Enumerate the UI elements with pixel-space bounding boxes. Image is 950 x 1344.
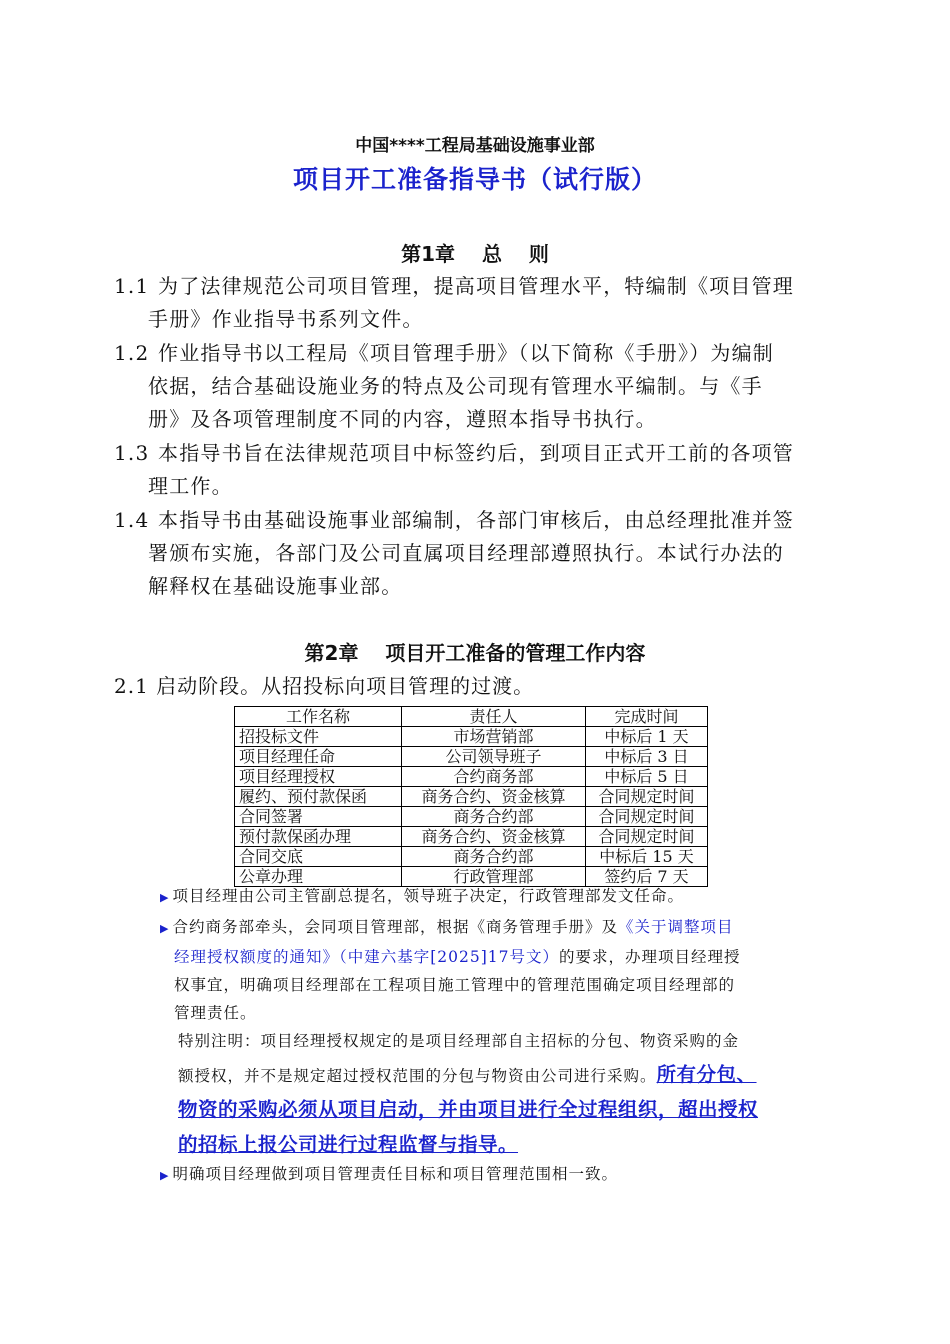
table-cell: 中标后 15 天 (586, 847, 708, 867)
table-cell: 商务合约部 (402, 807, 586, 827)
bullet-text: 项目经理由公司主管副总提名，领导班子决定，行政管理部发文任命。 (172, 887, 684, 905)
emphasized-text: 的招标上报公司进行过程监督与指导。 (178, 1133, 519, 1156)
table-cell: 合同规定时间 (586, 827, 708, 847)
clause-1-2 (114, 337, 844, 436)
column-header: 工作名称 (235, 707, 402, 727)
table-cell: 中标后 1 天 (586, 727, 708, 747)
table-row (235, 827, 708, 847)
clause-text: 理工作。 (148, 474, 233, 498)
table-cell: 招投标文件 (235, 727, 402, 747)
chapter2-heading: 第2章 项目开工准备的管理工作内容 (304, 641, 646, 665)
clause-text: 署颁布实施，各部门及公司直属项目经理部遵照执行。本试行办法的 (148, 541, 784, 565)
organization-name: 中国****工程局基础设施事业部 (355, 136, 595, 156)
phase-2-1: 2.1 启动阶段。从招投标向项目管理的过渡。 (114, 674, 535, 698)
bullet-text: 权事宜，明确项目经理部在工程项目施工管理中的管理范围确定项目经理部的 (174, 976, 736, 994)
clause-text: 解释权在基础设施事业部。 (148, 574, 403, 598)
arrow-bullet-icon: ▶ (160, 891, 170, 904)
clause-text: 手册》作业指导书系列文件。 (148, 307, 424, 331)
clause-number: 1.3 (114, 441, 150, 465)
clause-text: 本指导书旨在法律规范项目中标签约后，到项目正式开工前的各项管 (158, 441, 794, 465)
clause-text: 作业指导书以工程局《项目管理手册》（以下简称《手册》）为编制 (158, 341, 774, 365)
work-plan-table (234, 706, 708, 887)
clause-1-1 (114, 270, 844, 336)
bullet-item (160, 1160, 850, 1190)
bullet-item (160, 913, 850, 1027)
bullet-item (160, 882, 850, 912)
clause-number: 1.4 (114, 508, 150, 532)
document-reference-link[interactable]: 经理授权额度的通知》（中建六基字[2025]17号文） (174, 948, 560, 966)
bullet-text: 明确项目经理做到项目管理责任目标和项目管理范围相一致。 (172, 1165, 618, 1183)
clause-text: 为了法律规范公司项目管理，提高项目管理水平，特编制《项目管理 (158, 274, 794, 298)
table-row (235, 807, 708, 827)
table-cell: 中标后 3 日 (586, 747, 708, 767)
clause-text: 册》及各项管理制度不同的内容，遵照本指导书执行。 (148, 407, 657, 431)
clause-number: 1.1 (114, 274, 150, 298)
note-text: 额授权，并不是规定超过授权范围的分包与物资由公司进行采购。 (178, 1067, 657, 1085)
column-header: 完成时间 (586, 707, 708, 727)
clause-1-3 (114, 437, 844, 503)
table-row (235, 767, 708, 787)
table-cell: 公司领导班子 (402, 747, 586, 767)
arrow-bullet-icon: ▶ (160, 1169, 170, 1182)
table-cell: 商务合约部 (402, 847, 586, 867)
table-cell: 项目经理任命 (235, 747, 402, 767)
table-row (235, 787, 708, 807)
table-cell: 合同签署 (235, 807, 402, 827)
bullet-text: 的要求，办理项目经理授 (559, 948, 741, 966)
table-cell: 公章办理 (235, 867, 402, 887)
table-cell: 合同规定时间 (586, 787, 708, 807)
column-header: 责任人 (402, 707, 586, 727)
document-reference-link[interactable]: 《关于调整项目 (617, 918, 734, 936)
table-cell: 商务合约、资金核算 (402, 827, 586, 847)
clause-1-4 (114, 504, 844, 603)
table-cell: 商务合约、资金核算 (402, 787, 586, 807)
table-cell: 合同交底 (235, 847, 402, 867)
table-cell: 市场营销部 (402, 727, 586, 747)
table-cell: 项目经理授权 (235, 767, 402, 787)
table-cell: 签约后 7 天 (586, 867, 708, 887)
table-cell: 行政管理部 (402, 867, 586, 887)
table-cell: 中标后 5 日 (586, 767, 708, 787)
clause-text: 依据，结合基础设施业务的特点及公司现有管理水平编制。与《手 (148, 374, 763, 398)
document-title: 项目开工准备指导书（试行版） (292, 165, 657, 194)
clause-text: 本指导书由基础设施事业部编制，各部门审核后，由总经理批准并签 (158, 508, 794, 532)
emphasized-text: 所有分包、 (656, 1063, 757, 1086)
special-note (178, 1024, 868, 1163)
table-row (235, 747, 708, 767)
table-cell: 合同规定时间 (586, 807, 708, 827)
table-row (235, 847, 708, 867)
clause-number: 1.2 (114, 341, 150, 365)
table-cell: 履约、预付款保函 (235, 787, 402, 807)
table-header-row (235, 707, 708, 727)
chapter1-heading: 第1章 总 则 (401, 242, 549, 266)
table-row (235, 727, 708, 747)
note-text: 特别注明：项目经理授权规定的是项目经理部自主招标的分包、物资采购的金 (178, 1032, 740, 1050)
table-cell: 合约商务部 (402, 767, 586, 787)
bullet-text: 合约商务部牵头，会同项目管理部，根据《商务管理手册》及 (172, 918, 618, 936)
arrow-bullet-icon: ▶ (160, 922, 170, 935)
table-cell: 预付款保函办理 (235, 827, 402, 847)
bullet-text: 管理责任。 (174, 1004, 257, 1022)
emphasized-text: 物资的采购必须从项目启动，并由项目进行全过程组织，超出授权 (178, 1098, 759, 1121)
